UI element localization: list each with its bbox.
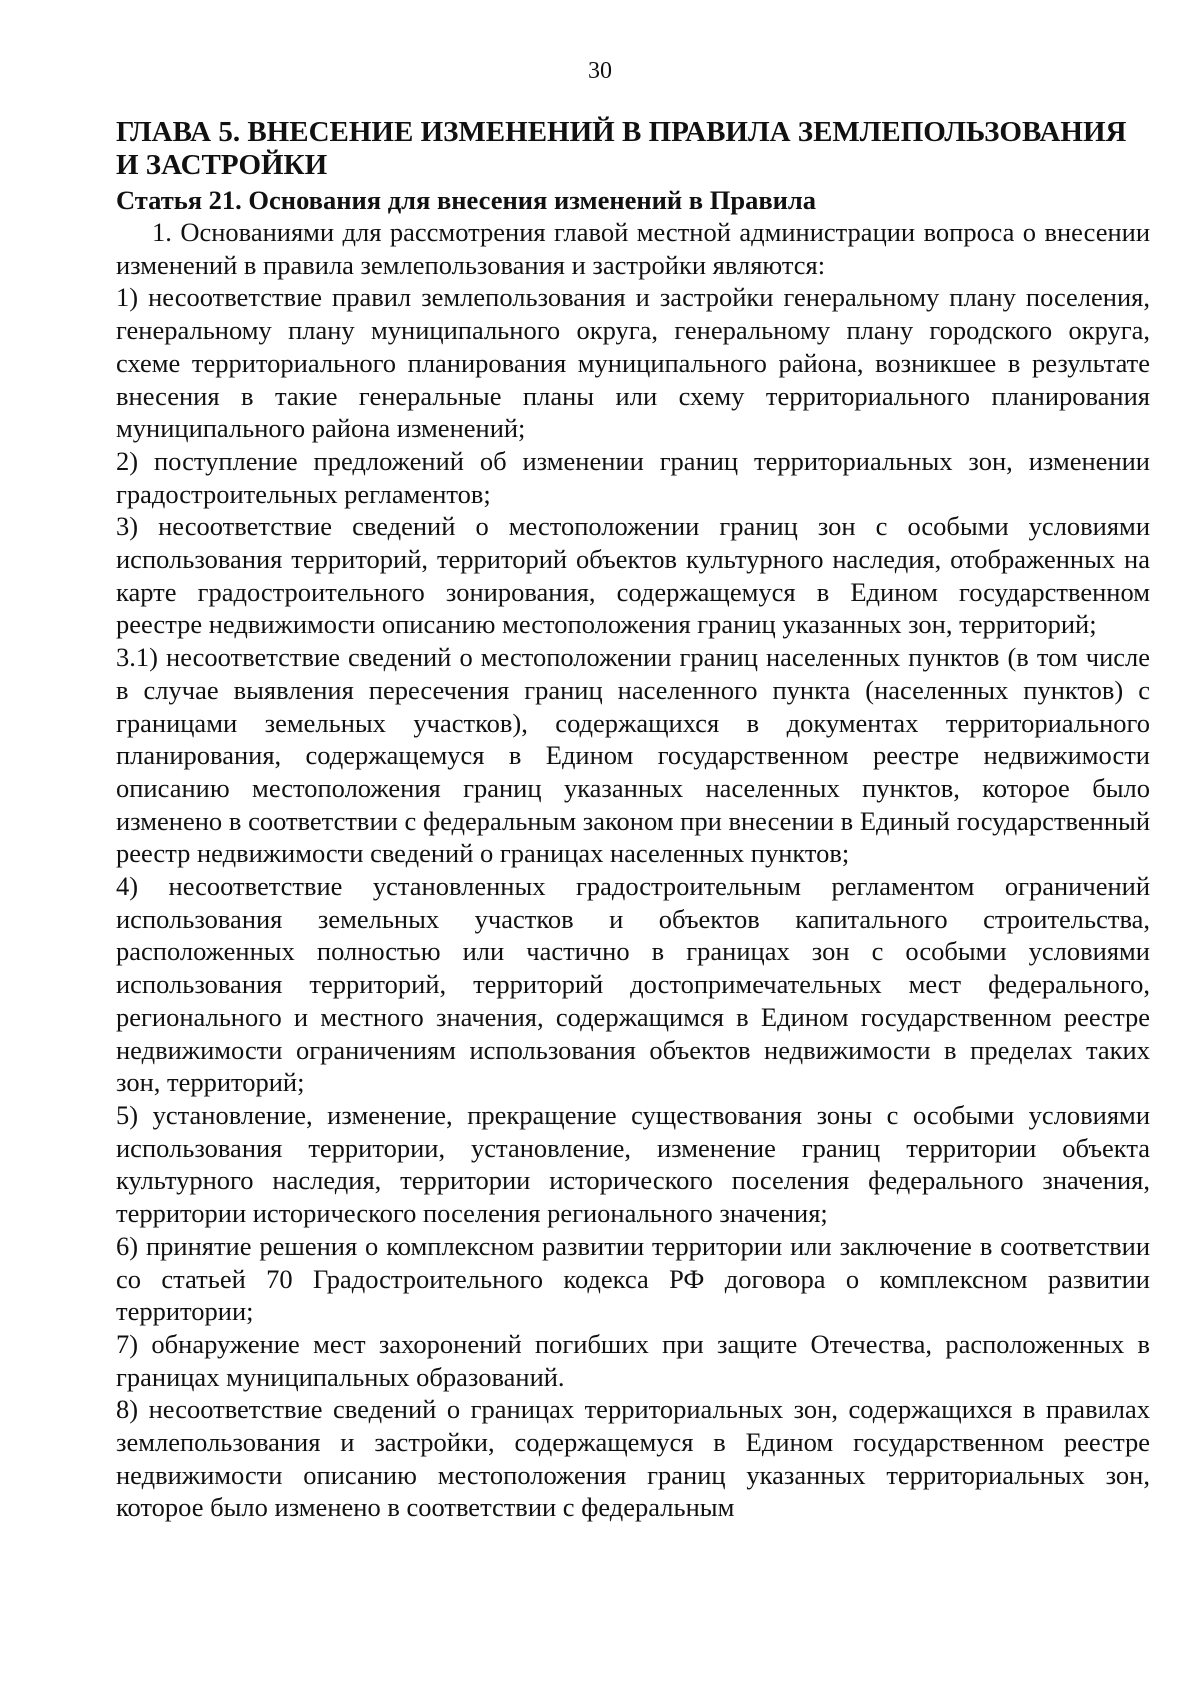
list-item-6: 6) принятие решения о комплексном развитии территории или заключение в соответствии со статьей 70 Градостроительного кодекса РФ договора о комплексном развитии территории; [116, 1230, 1150, 1327]
list-item-8: 8) несоответствие сведений о границах территориальных зон, содержащихся в правилах землепользования и застройки, содержащемуся в Едином государственном реестре недвижимости описанию местоположения границ указанных территориальных зон, которое было изменено в соответствии с федеральным [116, 1394, 1150, 1523]
page-content [116, 116, 1150, 1524]
list-item-3-1: 3.1) несоответствие сведений о местоположении границ населенных пунктов (в том числе в случае выявления пересечения границ населенного пункта (населенных пунктов) с границами земельных участков), содержащихся в документах территориального планирования, содержащемуся в Едином государственном реестре недвижимости описанию местоположения границ указанных населенных пунктов, которое было изменено в соответствии с федеральным законом при внесении в Единый государственный реестр недвижимости сведений о границах населенных пунктов; [116, 642, 1150, 869]
list-item-4: 4) несоответствие установленных градостроительным регламентом ограничений использования земельных участков и объектов капитального строительства, расположенных полностью или частично в границах зон с особыми условиями использования территорий, территорий достопримечательных мест федерального, регионального и местного значения, содержащимся в Едином государственном реестре недвижимости ограничениям использования объектов недвижимости в пределах таких зон, территорий; [116, 871, 1150, 1098]
article-intro: 1. Основаниями для рассмотрения главой местной администрации вопроса о внесении изменений в правила землепользования и застройки являются: [116, 217, 1150, 280]
list-item-5: 5) установление, изменение, прекращение существования зоны с особыми условиями использования территории, установление, изменение границ территории объекта культурного наследия, территории исторического поселения федерального значения, территории исторического поселения регионального значения; [116, 1099, 1150, 1229]
list-item-2: 2) поступление предложений об изменении границ территориальных зон, изменении градостроительных регламентов; [116, 445, 1150, 509]
list-item-3: 3) несоответствие сведений о местоположении границ зон с особыми условиями использования территорий, территорий объектов культурного наследия, отображенных на карте градостроительного зонирования, содержащемуся в Едином государственном реестре недвижимости описанию местоположения границ указанных зон, территорий; [116, 511, 1150, 640]
chapter-title: ГЛАВА 5. ВНЕСЕНИЕ ИЗМЕНЕНИЙ В ПРАВИЛА ЗЕМЛЕПОЛЬЗОВАНИЯ И ЗАСТРОЙКИ [116, 116, 1127, 181]
list-item-7: 7) обнаружение мест захоронений погибших при защите Отечества, расположенных в границах муниципальных образований. [116, 1328, 1150, 1392]
page-number: 30 [588, 58, 612, 84]
article-title: Статья 21. Основания для внесения изменений в Правила [116, 185, 817, 215]
list-item-1: 1) несоответствие правил землепользования и застройки генеральному плану поселения, генеральному плану муниципального округа, генеральному плану городского округа, схеме территориального планирования муниципального района, возникшее в результате внесения в такие генеральные планы или схему территориального планирования муниципального района изменений; [116, 282, 1150, 444]
